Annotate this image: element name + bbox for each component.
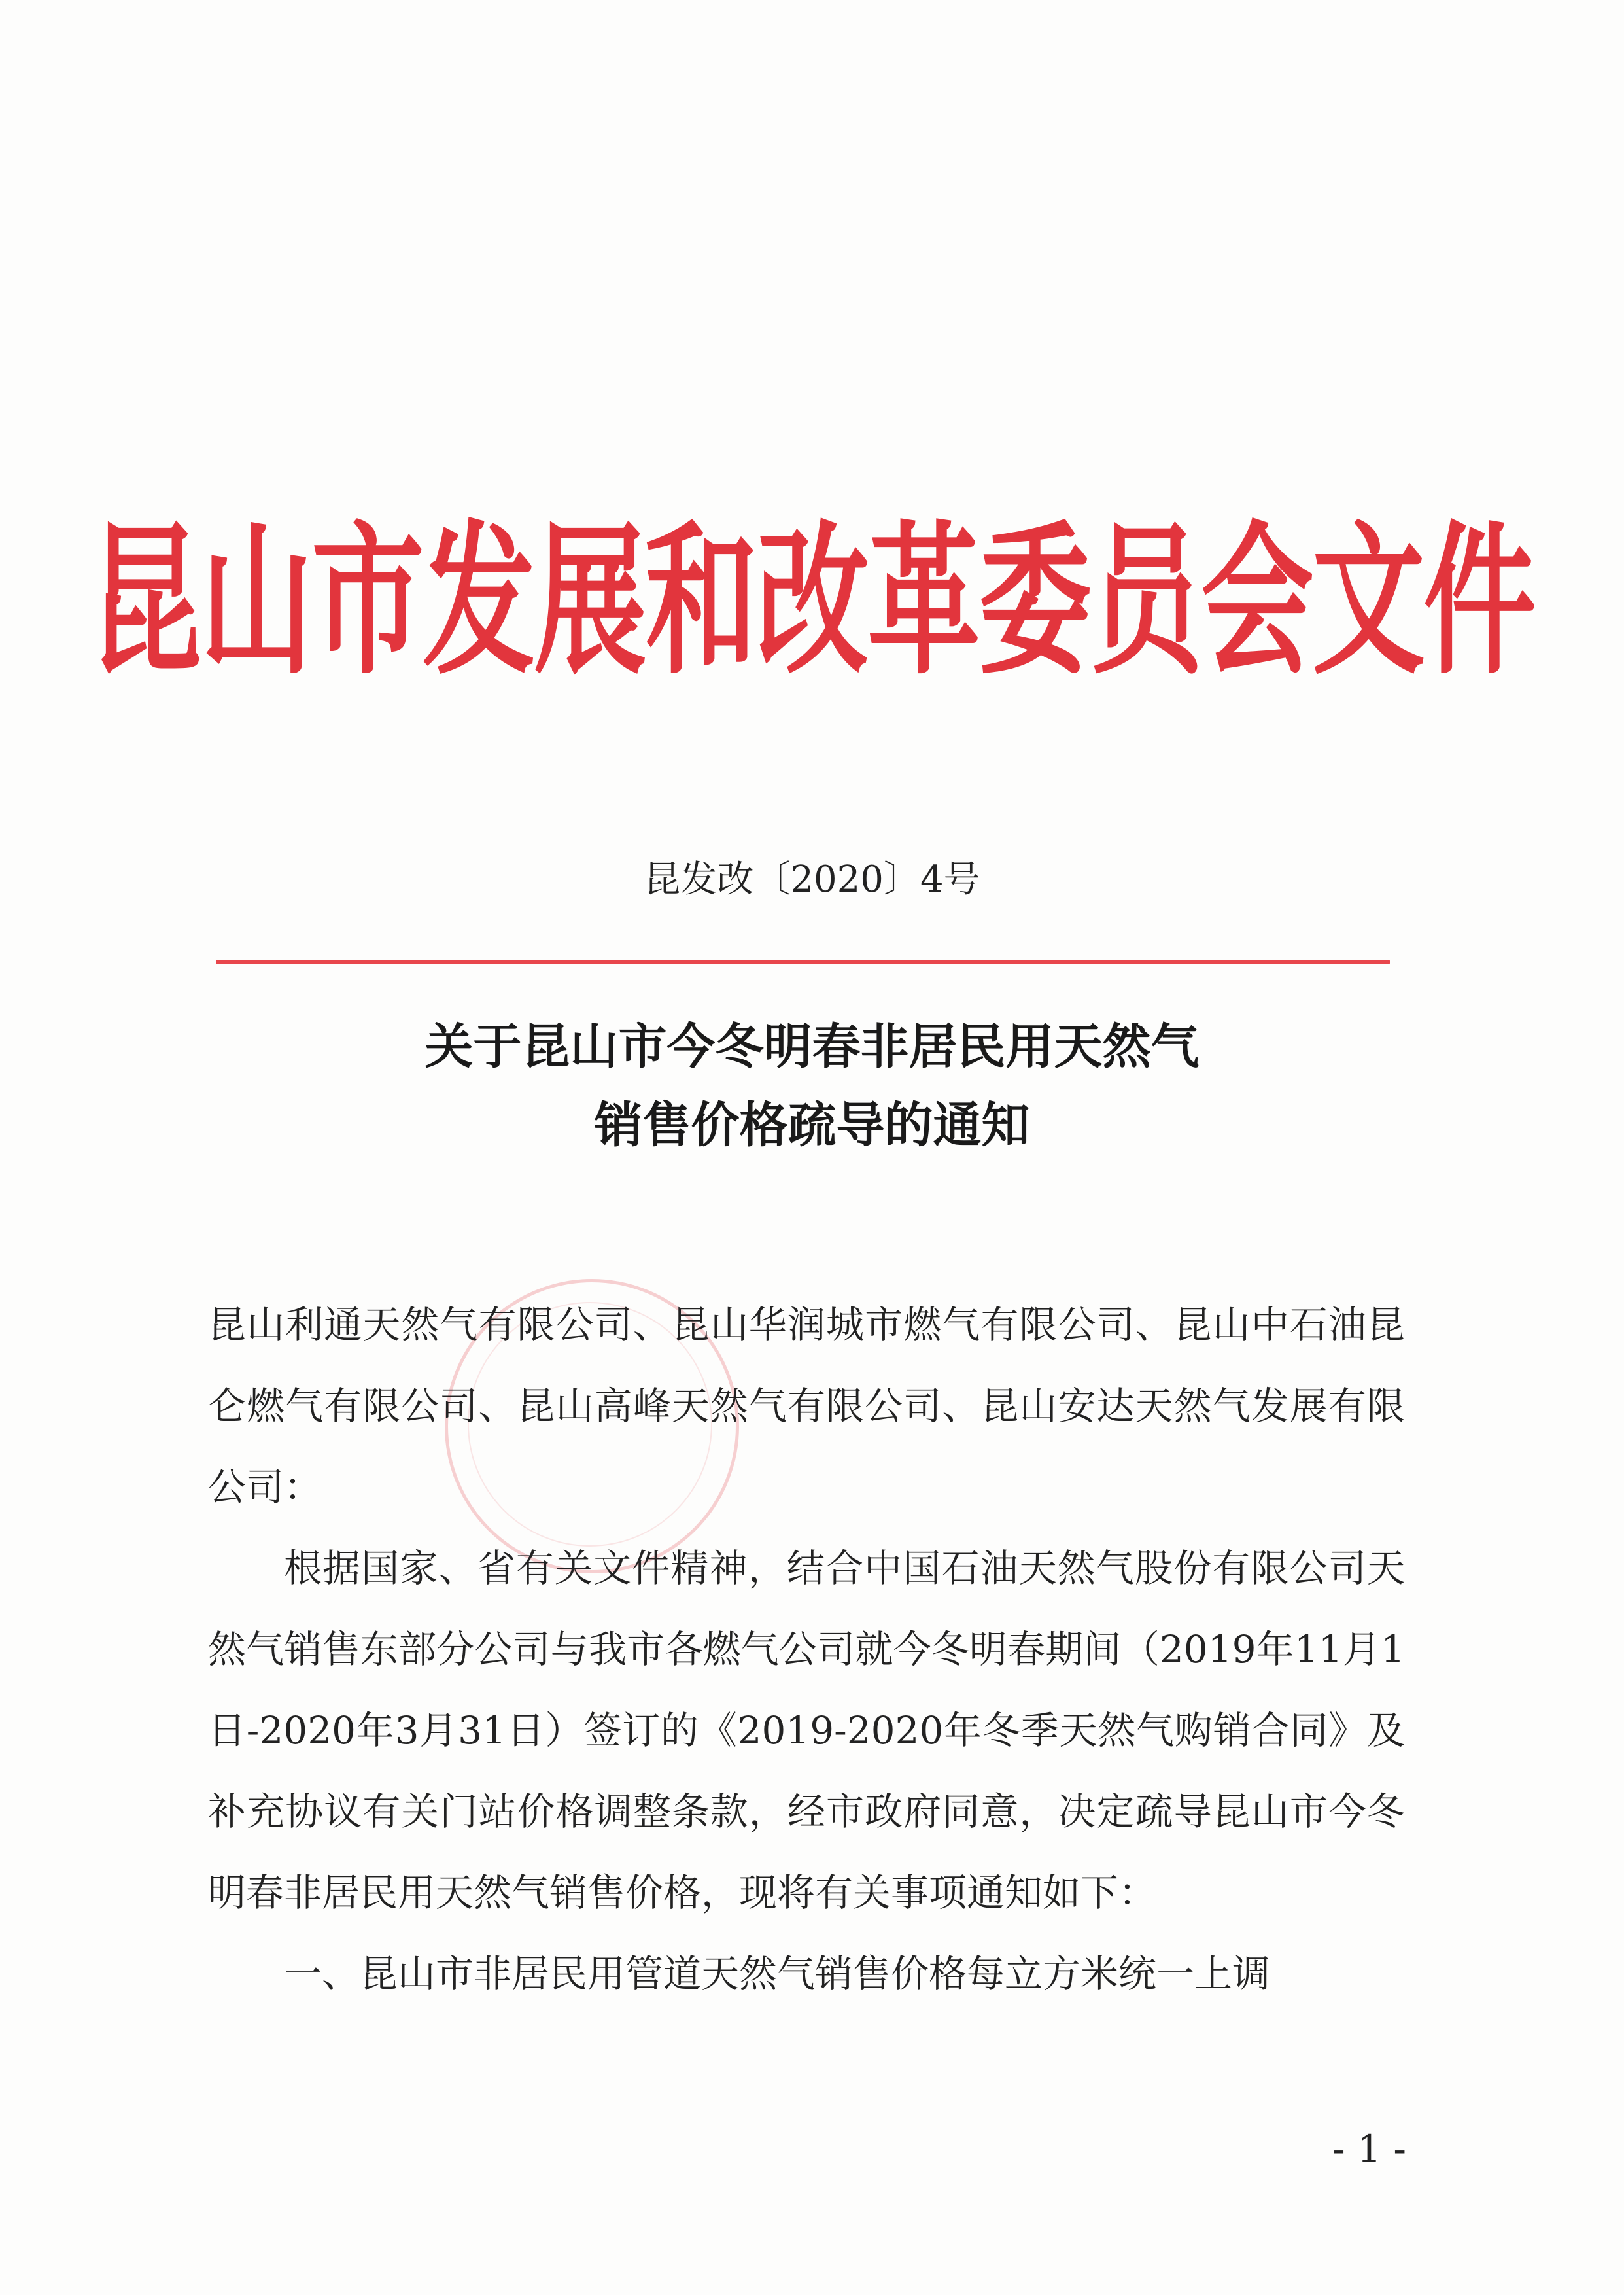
body-paragraph: 一、昆山市非居民用管道天然气销售价格每立方米统一上调 <box>284 1952 1271 1996</box>
page-number: - 1 - <box>1332 2127 1406 2171</box>
notice-title-line-2: 销售价格疏导的通知 <box>594 1097 1030 1153</box>
document-body <box>208 1284 1405 2014</box>
agency-title: 昆山市发展和改革委员会文件 <box>89 506 1535 697</box>
red-divider-rule <box>216 960 1390 964</box>
addressees-paragraph: 昆山利通天然气有限公司、昆山华润城市燃气有限公司、昆山中石油昆仑燃气有限公司、昆山高峰天然气有限公司、昆山安达天然气发展有限公司： <box>208 1303 1405 1509</box>
body-paragraph: 根据国家、省有关文件精神，结合中国石油天然气股份有限公司天然气销售东部分公司与我市各燃气公司就今冬明春期间（2019年11月1日-2020年3月31日）签订的《2019-2020年冬季天然气购销合同》及补充协议有关门站价格调整条款，经市政府同意，决定疏导昆山市今冬明春非居民用天然气销售价格，现将有关事项通知如下： <box>208 1546 1405 1915</box>
notice-title-line-1: 关于昆山市今冬明春非居民用天然气 <box>424 1019 1200 1075</box>
document-number: 昆发改〔2020〕4号 <box>644 858 980 901</box>
notice-title <box>0 1007 1624 1165</box>
